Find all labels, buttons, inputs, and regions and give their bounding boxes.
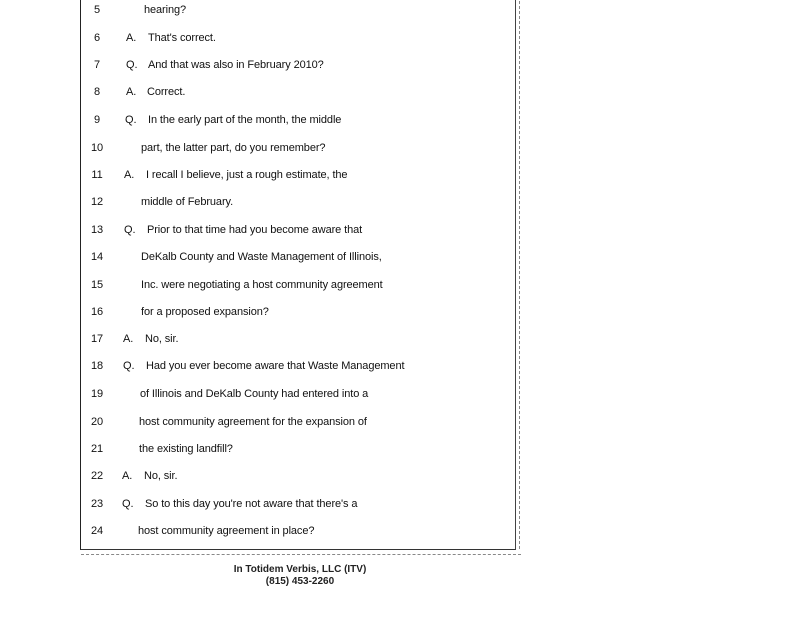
qa-marker: A.: [124, 169, 135, 181]
line-number: 15: [90, 279, 104, 291]
line-text: No, sir.: [145, 333, 179, 345]
transcript-line: [81, 196, 511, 214]
line-text: In the early part of the month, the middle: [148, 114, 342, 126]
transcript-line: [81, 360, 511, 378]
line-text: DeKalb County and Waste Management of Illinois,: [141, 251, 382, 263]
line-text: host community agreement in place?: [138, 525, 315, 537]
transcript-page: [80, 0, 516, 550]
line-number: 18: [90, 360, 104, 372]
line-text: part, the latter part, do you remember?: [141, 142, 326, 154]
line-number: 8: [93, 86, 101, 98]
line-text: No, sir.: [144, 470, 178, 482]
qa-marker: A.: [126, 86, 137, 98]
line-number: 22: [90, 470, 104, 482]
line-text: hearing?: [144, 4, 187, 16]
line-number: 11: [91, 169, 103, 181]
line-number: 5: [93, 4, 101, 16]
qa-marker: Q.: [123, 360, 135, 372]
transcript-line: [81, 388, 511, 406]
qa-marker: A.: [126, 32, 137, 44]
qa-marker: Q.: [122, 498, 134, 510]
line-number: 20: [90, 416, 104, 428]
line-number: 7: [93, 59, 101, 71]
reporter-phone: (815) 453-2260: [265, 576, 335, 587]
qa-marker: A.: [123, 333, 134, 345]
line-text: host community agreement for the expansion of: [139, 416, 367, 428]
qa-marker: A.: [122, 470, 133, 482]
reporter-company: In Totidem Verbis, LLC (ITV): [233, 564, 367, 575]
line-text: I recall I believe, just a rough estimate, the: [146, 169, 348, 181]
transcript-line: [81, 59, 511, 77]
line-number: 9: [93, 114, 101, 126]
qa-marker: Q.: [124, 224, 136, 236]
line-text: And that was also in February 2010?: [148, 59, 324, 71]
transcript-line: [81, 306, 511, 324]
transcript-line: [81, 4, 511, 22]
transcript-line: [81, 224, 511, 242]
transcript-line: [81, 142, 511, 160]
line-number: 19: [90, 388, 104, 400]
line-number: 6: [93, 32, 101, 44]
line-text: Inc. were negotiating a host community agreement: [141, 279, 383, 291]
line-number: 23: [90, 498, 104, 510]
line-number: 24: [90, 525, 104, 537]
line-number: 14: [90, 251, 104, 263]
qa-marker: Q.: [125, 114, 137, 126]
transcript-line: [81, 32, 511, 50]
line-number: 10: [90, 142, 104, 154]
line-text: the existing landfill?: [139, 443, 233, 455]
transcript-line: [81, 279, 511, 297]
line-text: That's correct.: [148, 32, 216, 44]
line-number: 13: [90, 224, 104, 236]
line-text: So to this day you're not aware that there's a: [145, 498, 358, 510]
line-text: Had you ever become aware that Waste Management: [146, 360, 405, 372]
transcript-line: [81, 416, 511, 434]
transcript-line: [81, 333, 511, 351]
transcript-line: [81, 470, 511, 488]
line-text: Correct.: [147, 86, 186, 98]
line-text: Prior to that time had you become aware that: [147, 224, 363, 236]
line-number: 17: [90, 333, 104, 345]
transcript-line: [81, 86, 511, 104]
line-number: 21: [90, 443, 104, 455]
transcript-line: [81, 114, 511, 132]
transcript-line: [81, 251, 511, 269]
transcript-line: [81, 525, 511, 543]
transcript-line: [81, 498, 511, 516]
line-text: middle of February.: [141, 196, 234, 208]
transcript-line: [81, 443, 511, 461]
transcript-line: [81, 169, 511, 187]
qa-marker: Q.: [126, 59, 138, 71]
line-text: for a proposed expansion?: [141, 306, 269, 318]
line-number: 12: [90, 196, 104, 208]
line-number: 16: [90, 306, 104, 318]
line-text: of Illinois and DeKalb County had entered into a: [140, 388, 369, 400]
